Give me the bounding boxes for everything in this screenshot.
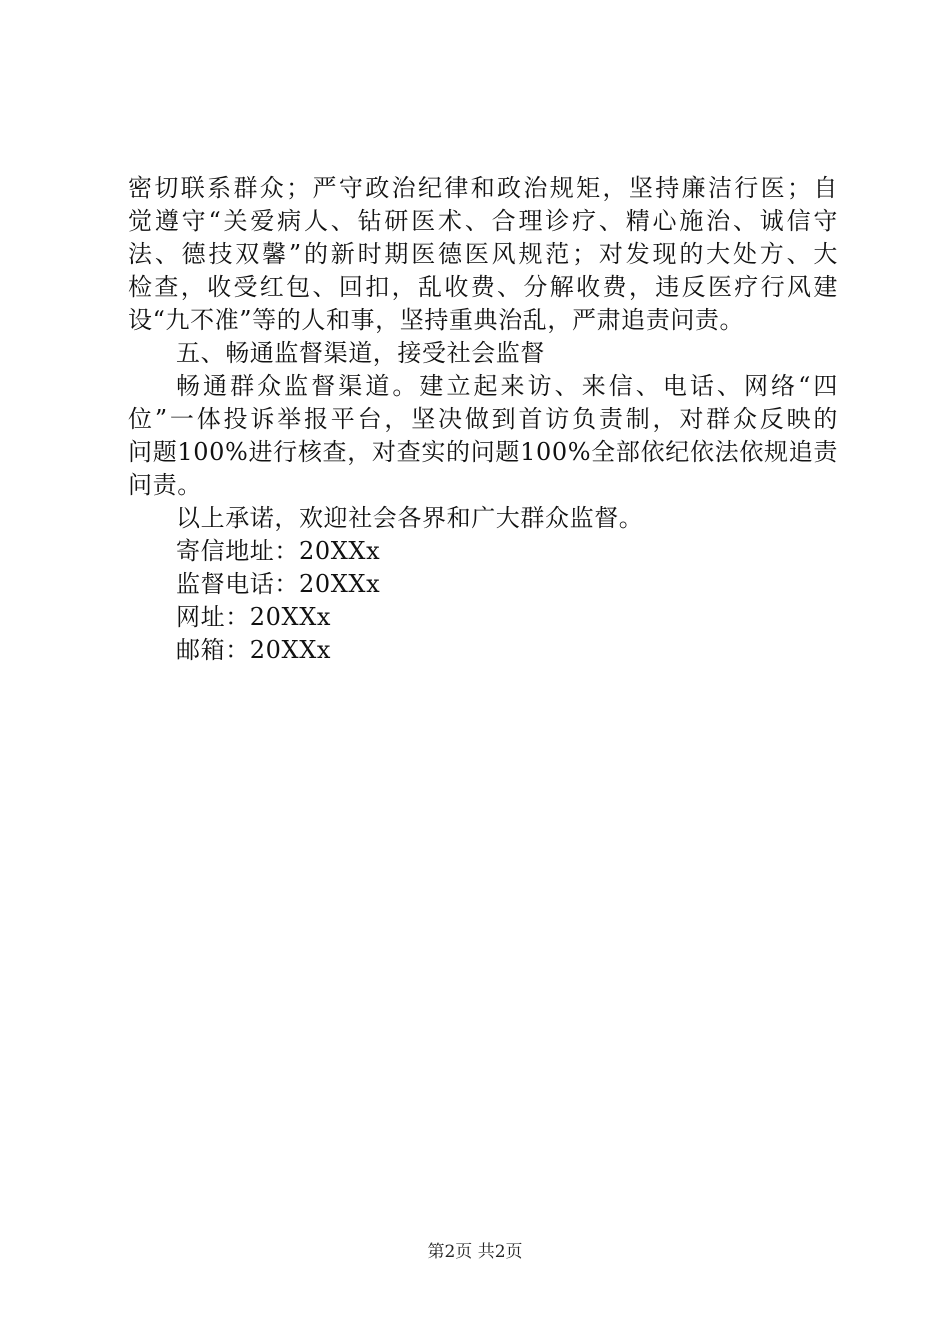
paragraph-line: 觉遵守“关爱病人、钻研医术、合理诊疗、精心施治、诚信守: [128, 207, 838, 235]
paragraph-line: 问题100%进行核查，对查实的问题100%全部依纪依法依规追责: [128, 438, 838, 466]
closing-statement: 以上承诺，欢迎社会各界和广大群众监督。: [176, 504, 644, 532]
page-number-footer: 第2页 共2页: [427, 1242, 523, 1262]
contact-website: 网址：20XXx: [176, 603, 332, 631]
contact-list: [128, 535, 838, 667]
document-body: [128, 172, 838, 667]
contact-email: 邮箱：20XXx: [176, 636, 332, 664]
paragraph-line: 法、德技双馨”的新时期医德医风规范；对发现的大处方、大: [128, 240, 838, 268]
paragraph-line: 密切联系群众；严守政治纪律和政治规矩，坚持廉洁行医；自: [128, 174, 838, 202]
contact-phone: 监督电话：20XXx: [176, 570, 381, 598]
paragraph-line: 检查，收受红包、回扣，乱收费、分解收费，违反医疗行风建: [128, 273, 838, 301]
paragraph-line: 位”一体投诉举报平台，坚决做到首访负责制，对群众反映的: [128, 405, 838, 433]
paragraph-line: 设“九不准”等的人和事，坚持重典治乱，严肃追责问责。: [128, 306, 745, 334]
paragraph-line: 畅通群众监督渠道。建立起来访、来信、电话、网络“四: [176, 372, 838, 400]
section-heading: 五、畅通监督渠道，接受社会监督: [176, 339, 545, 367]
contact-mailing-address: 寄信地址：20XXx: [176, 537, 381, 565]
paragraph-commitment-continued: [128, 172, 838, 337]
paragraph-supervision-channels: [128, 370, 838, 502]
paragraph-line: 问责。: [128, 471, 202, 499]
